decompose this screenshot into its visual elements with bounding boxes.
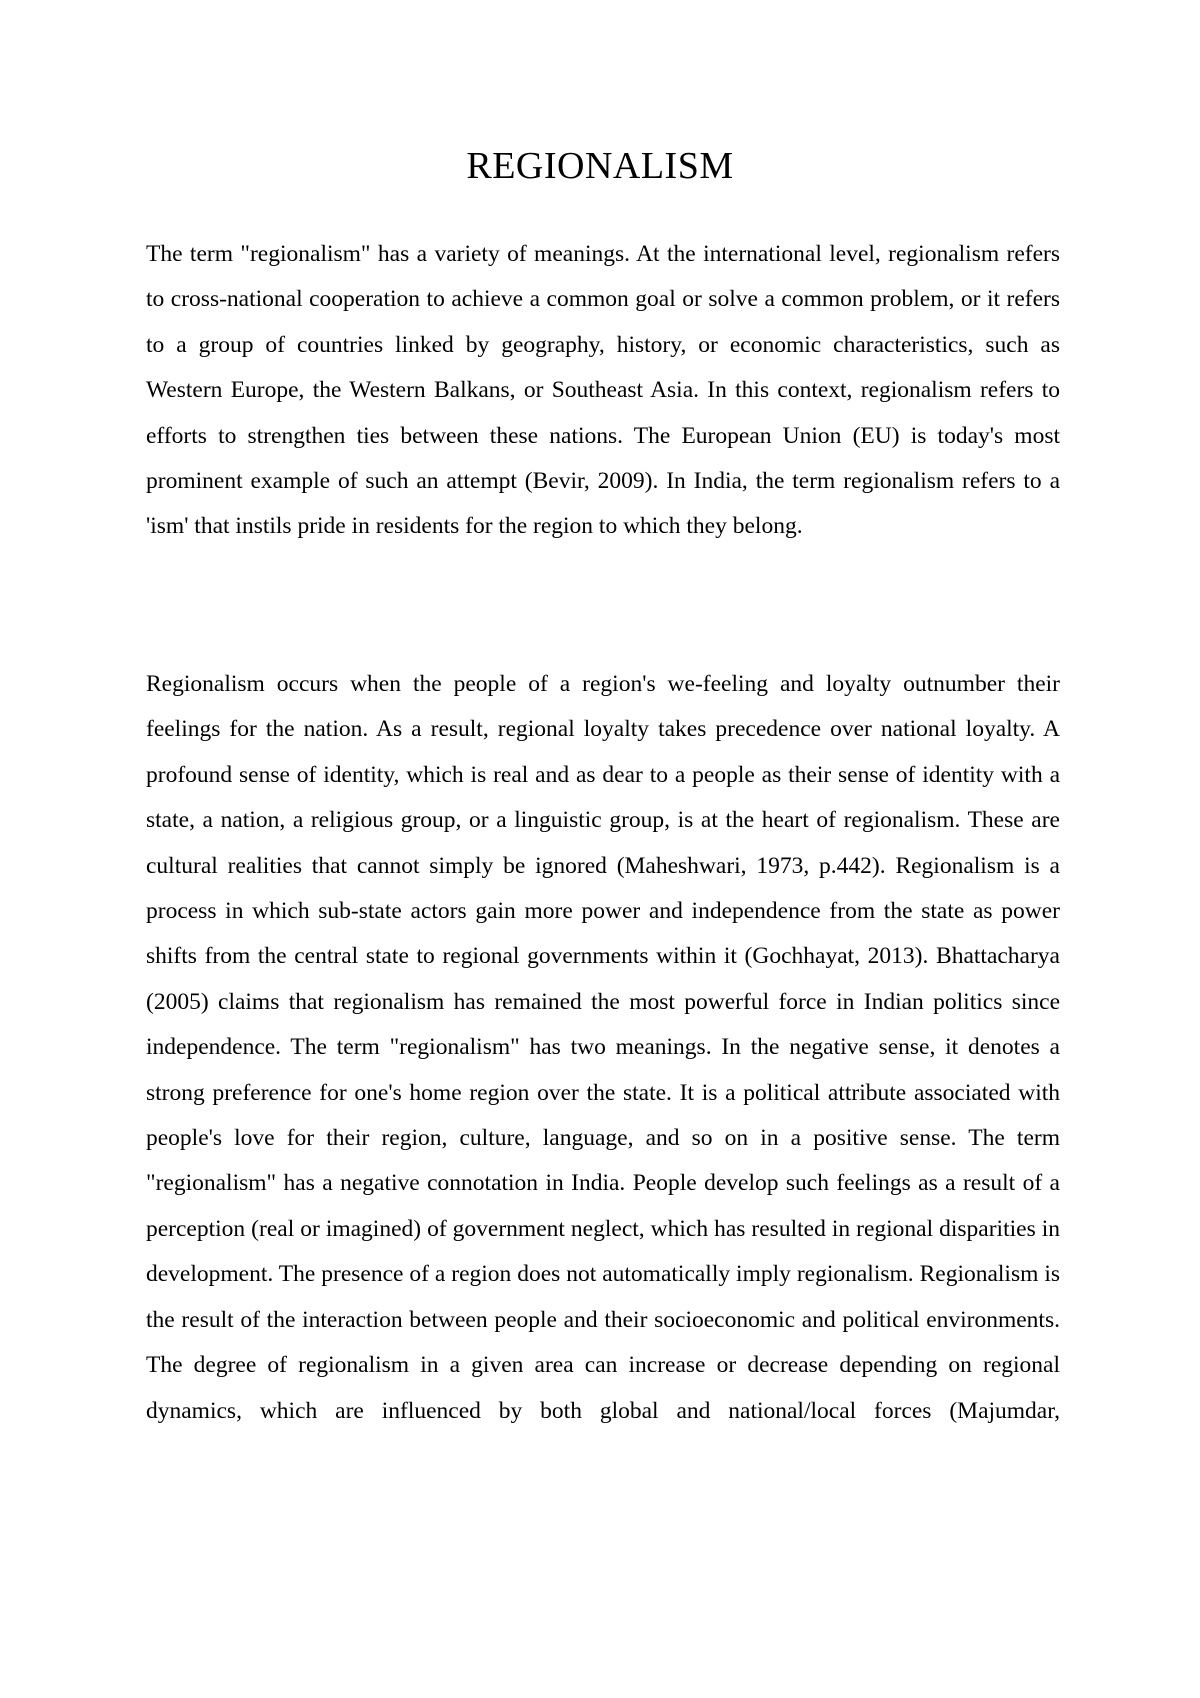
paragraph-1: The term "regionalism" has a variety of meanings. At the international level, regionalism refers to cross-national cooperation to achieve a common goal or solve a common problem, or it refers to a group of countries linked by geography, history, or economic characteristics, such as Western Europe, the Western Balkans, or Southeast Asia. In this context, regionalism refers to efforts to strengthen ties between these nations. The European Union (EU) is today's most prominent example of such an attempt (Bevir, 2009). In India, the term regionalism refers to a 'ism' that instils pride in residents for the region to which they belong.	[146, 241, 1060, 540]
page-title: REGIONALISM	[466, 145, 734, 187]
paragraph-2: Regionalism occurs when the people of a region's we-feeling and loyalty outnumber their feelings for the nation. As a result, regional loyalty takes precedence over national loyalty. A profound sense of identity, which is real and as dear to a people as their sense of identity with a state, a nation, a religious group, or a linguistic group, is at the heart of regionalism. These are cultural realities that cannot simply be ignored (Maheshwari, 1973, p.442). Regionalism is a process in which sub-state actors gain more power and independence from the state as power shifts from the central state to regional governments within it (Gochhayat, 2013). Bhattacharya (2005) claims that regionalism has remained the most powerful force in Indian politics since independence. The term "regionalism" has two meanings. In the negative sense, it denotes a strong preference for one's home region over the state. It is a political attribute associated with people's love for their region, culture, language, and so on in a positive sense. The term "regionalism" has a negative connotation in India. People develop such feelings as a result of a perception (real or imagined) of government neglect, which has resulted in regional disparities in development. The presence of a region does not automatically imply regionalism. Regionalism is the result of the interaction between people and their socioeconomic and political environments. The degree of regionalism in a given area can increase or decrease depending on regional dynamics, which are influenced by both global and national/local forces (Majumdar,	[146, 671, 1060, 1424]
